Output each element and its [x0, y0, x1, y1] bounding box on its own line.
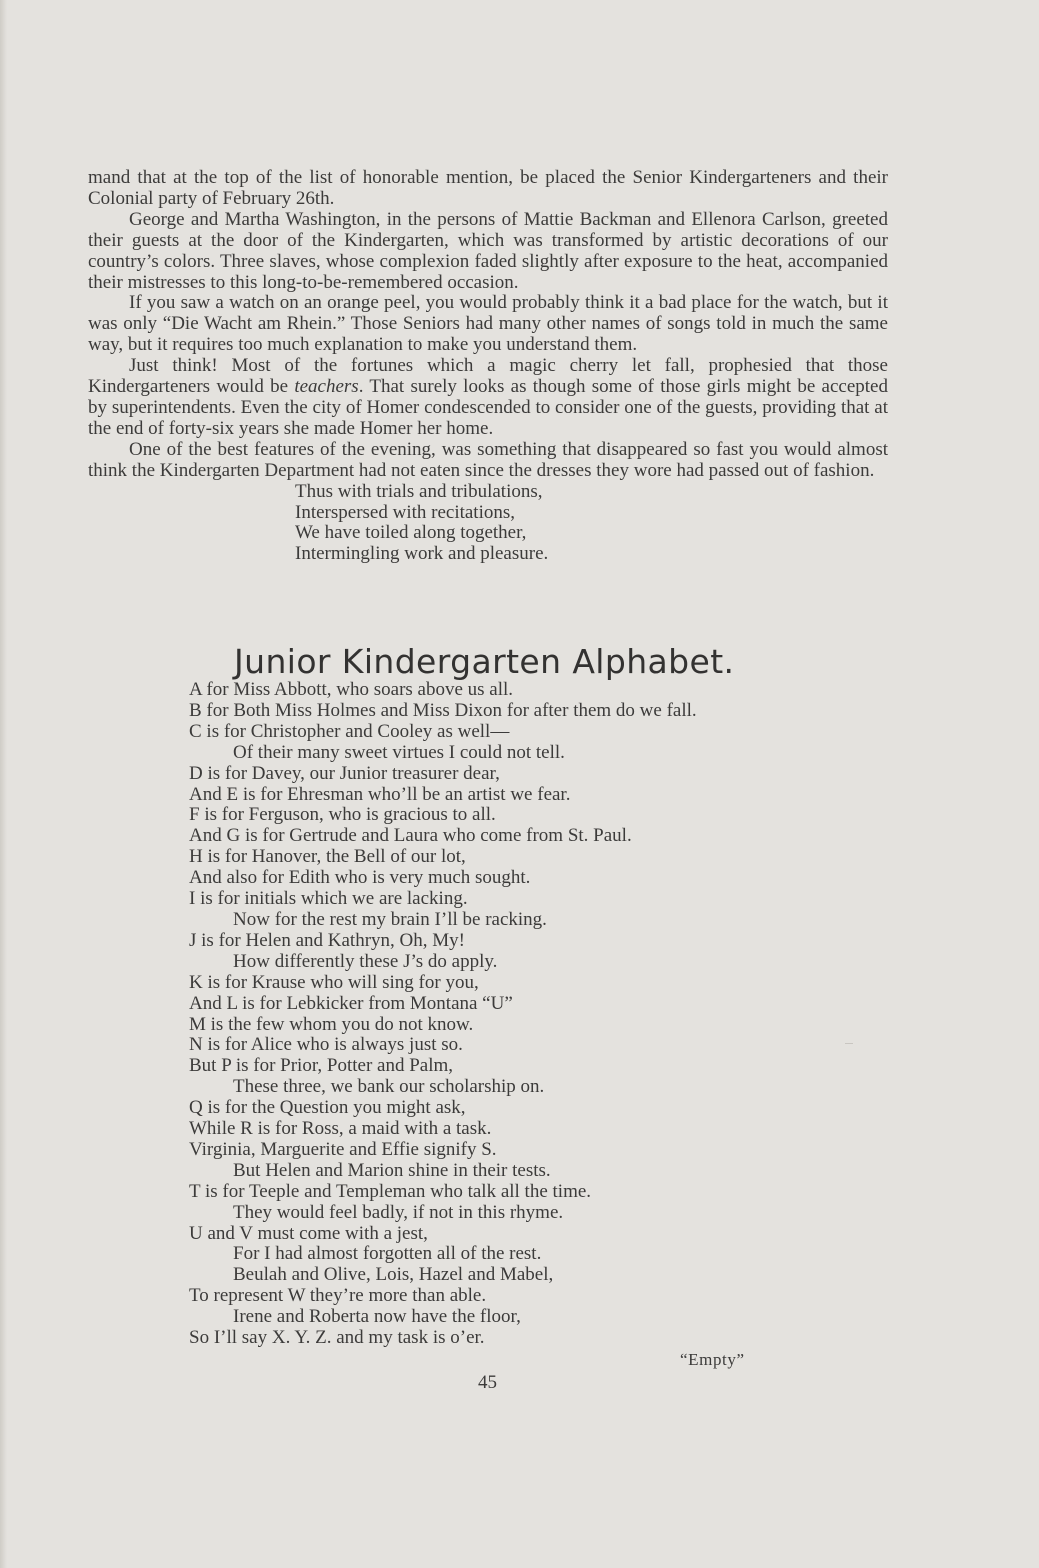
- poem-line: B for Both Miss Holmes and Miss Dixon for after them do we fall.: [189, 699, 697, 721]
- poem-line-indented: Now for the rest my brain I’ll be racking.: [233, 908, 547, 930]
- poem-line: To represent W they’re more than able.: [189, 1285, 487, 1307]
- paragraph-fortunes: [88, 356, 888, 440]
- poem-line: And L is for Lebkicker from Montana “U”: [189, 992, 513, 1014]
- poem-line-indented: But Helen and Marion shine in their tests.: [233, 1159, 551, 1181]
- poem-line: C is for Christopher and Cooley as well—: [189, 720, 510, 742]
- alphabet-poem: [189, 680, 829, 1349]
- poem-line: U and V must come with a jest,: [189, 1222, 428, 1244]
- poem-line: N is for Alice who is always just so.: [189, 1034, 463, 1056]
- poem-line: J is for Helen and Kathryn, Oh, My!: [189, 929, 465, 951]
- poem-line: Q is for the Question you might ask,: [189, 1097, 466, 1119]
- poem-line-indented: Of their many sweet virtues I could not tell.: [233, 741, 565, 763]
- stanza-line: Thus with trials and tribulations,: [295, 480, 543, 502]
- poem-line: F is for Ferguson, who is gracious to all.: [189, 804, 496, 826]
- poem-line: A for Miss Abbott, who soars above us all.: [189, 679, 514, 700]
- poem-line-indented: For I had almost forgotten all of the rest.: [233, 1243, 542, 1265]
- poem-line-indented: They would feel badly, if not in this rhyme.: [233, 1201, 564, 1223]
- paragraph-washington: George and Martha Washington, in the persons of Mattie Backman and Ellenora Carlson, greeted their guests at the door of the Kindergarten, which was transformed by artistic decorations of our country’s colors. Three slaves, whose complexion faded slightly after exposure to the heat, accompanied their mistresses to this long-to-be-remembered occasion.: [88, 208, 888, 293]
- poem-line: K is for Krause who will sing for you,: [189, 971, 479, 993]
- stanza-line: We have toiled along together,: [295, 522, 527, 544]
- poem-line: Virginia, Marguerite and Effie signify S.: [189, 1138, 497, 1160]
- paragraph-watch: If you saw a watch on an orange peel, you would probably think it a bad place for the watch, but it was only “Die Wacht am Rhein.” Those Seniors had many other names of songs told in much the same way, but it requires too much explanation to make you understand them.: [88, 292, 888, 356]
- paragraph-fortunes-end: . That surely looks as though some of those girls might be accepted by superintendents. Even the city of Homer condescended to consider one of the guests, providing that at the end of forty-six years she made Homer her home.: [88, 376, 888, 439]
- page-number: 45: [478, 1372, 497, 1393]
- paragraph-continuation: mand that at the top of the list of honorable mention, be placed the Senior Kindergarteners and their Colonial party of February 26th.: [88, 167, 888, 209]
- paragraph-features: One of the best features of the evening, was something that disappeared so fast you would almost think the Kindergarten Department had not eaten since the dresses they wore had passed out of fashion.: [88, 438, 888, 481]
- poem-line: H is for Hanover, the Bell of our lot,: [189, 846, 466, 868]
- poem-line: And E is for Ehresman who’ll be an artist we fear.: [189, 783, 571, 805]
- poem-line-indented: These three, we bank our scholarship on.: [233, 1076, 545, 1098]
- poem-line: I is for initials which we are lacking.: [189, 888, 468, 910]
- margin-mark: [845, 1043, 853, 1044]
- poem-line: But P is for Prior, Potter and Palm,: [189, 1055, 454, 1077]
- poem-line: So I’ll say X. Y. Z. and my task is o’er.: [189, 1327, 485, 1349]
- poem-line: And also for Edith who is very much sought.: [189, 867, 531, 889]
- poem-line: D is for Davey, our Junior treasurer dear,: [189, 762, 500, 784]
- article-prose: [88, 168, 888, 565]
- author-signature: “Empty”: [680, 1350, 745, 1369]
- poem-line-indented: Beulah and Olive, Lois, Hazel and Mabel,: [233, 1264, 554, 1286]
- poem-line: While R is for Ross, a maid with a task.: [189, 1118, 492, 1140]
- poem-line: And G is for Gertrude and Laura who come from St. Paul.: [189, 825, 632, 847]
- page-edge-shadow: [0, 0, 7, 1568]
- poem-line: T is for Teeple and Templeman who talk all the time.: [189, 1180, 592, 1202]
- poem-line-indented: Irene and Roberta now have the floor,: [233, 1306, 521, 1328]
- stanza-line: Intermingling work and pleasure.: [295, 543, 549, 565]
- poem-line: M is the few whom you do not know.: [189, 1013, 474, 1035]
- emphasis-teachers: teachers: [294, 376, 359, 398]
- paragraph-fortunes-start: Just think! Most of the fortunes which a magic cherry let fall, prophesied that those Kindergarteners would be: [88, 355, 888, 398]
- poem-line-indented: How differently these J’s do apply.: [233, 950, 498, 972]
- stanza-line: Interspersed with recitations,: [295, 501, 516, 523]
- closing-stanza: [295, 482, 888, 566]
- section-heading: Junior Kindergarten Alphabet.: [234, 642, 735, 681]
